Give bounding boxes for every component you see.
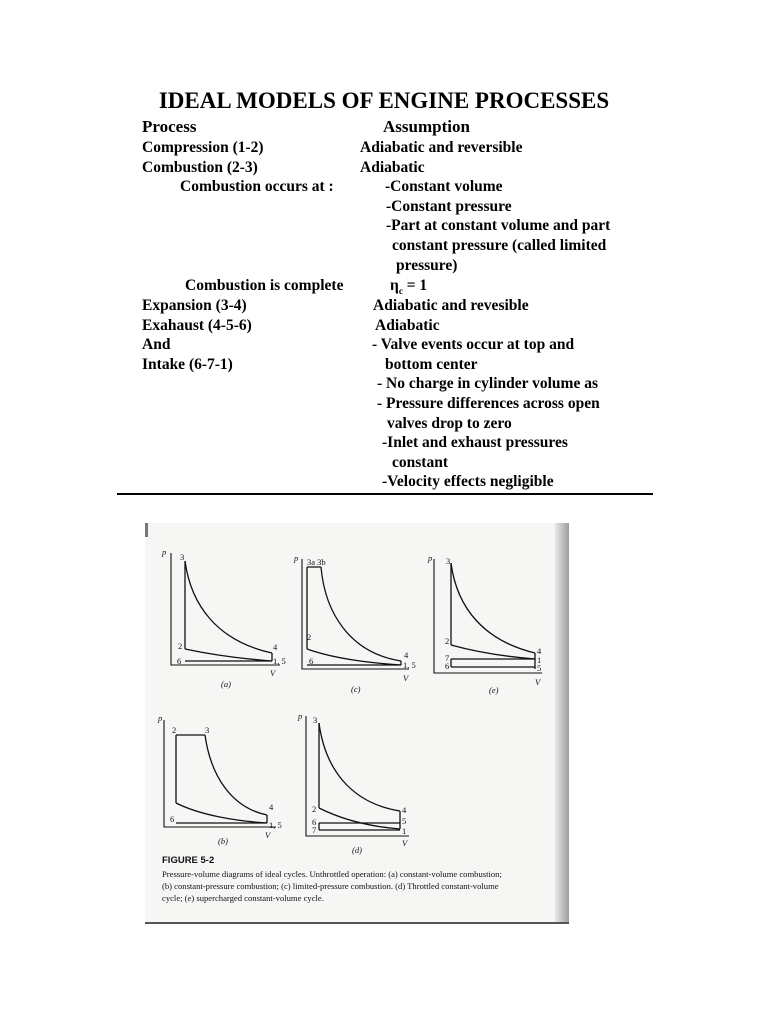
panel-e-expansion-curve <box>451 563 535 653</box>
panel-d-point-label: 1 <box>402 826 407 836</box>
panel-d-v-axis-label: V <box>402 838 408 848</box>
panel-c-point-label: 2 <box>307 632 312 642</box>
panel-b-tag: (b) <box>218 836 228 846</box>
panel-b-point-label: 2 <box>172 725 177 735</box>
valve-note: - Pressure differences across open <box>377 395 600 412</box>
valve-note: - No charge in cylinder volume as <box>377 375 599 392</box>
valve-note: constant <box>392 454 448 471</box>
panel-a-v-axis-label: V <box>270 668 276 678</box>
panel-d-point-label: 4 <box>402 805 407 815</box>
panel-a-point-label: 4 <box>273 642 278 652</box>
panel-e-point-label: 4 <box>537 646 542 656</box>
panel-c-expansion-curve <box>321 567 401 661</box>
panel-a-p-axis-label: p <box>162 547 167 557</box>
combustion-occurs-label: Combustion occurs at : <box>180 178 334 195</box>
panel-a-expansion-curve <box>185 561 272 653</box>
combustion-mode-line: constant pressure (called limited <box>392 237 607 254</box>
panel-a-point-label: 1, 5 <box>273 656 286 666</box>
combustion-mode-line: -Constant pressure <box>386 198 512 215</box>
panel-a-diagram <box>161 547 286 689</box>
combustion-complete-label: Combustion is complete <box>185 277 344 294</box>
panel-c-diagram <box>293 553 416 694</box>
figure-caption-line: (b) constant-pressure combustion; (c) limited-pressure combustion. (d) Throttled constant-volume <box>162 881 499 891</box>
eta-subscript: c <box>398 286 403 297</box>
panel-d-tag: (d) <box>352 845 362 855</box>
panel-b-axes <box>164 720 276 827</box>
scan-bottom-rule <box>145 922 569 924</box>
panel-b-p-axis-label: p <box>158 713 163 723</box>
panel-e-point-label: 7 <box>445 653 450 663</box>
eta-symbol: η <box>390 277 399 294</box>
expansion-process: Expansion (3-4) <box>142 297 247 314</box>
figure-caption-line: Pressure-volume diagrams of ideal cycles. Unthrottled operation: (a) constant-volume combustion; <box>162 869 502 879</box>
and-process: And <box>142 336 171 353</box>
panel-c-point-label: 1, 5 <box>403 660 416 670</box>
panel-c-v-axis-label: V <box>403 673 409 683</box>
panel-b-point-label: 3 <box>205 725 210 735</box>
horizontal-rule <box>117 493 653 495</box>
panel-b-v-axis-label: V <box>265 830 271 840</box>
combustion-mode-line: -Part at constant volume and part <box>386 217 611 234</box>
exhaust-assumption: Adiabatic <box>375 317 440 334</box>
panel-b-diagram <box>157 713 282 846</box>
panel-d-expansion-curve <box>319 723 400 811</box>
combustion-assumption: Adiabatic <box>360 159 425 176</box>
figure-scan <box>145 523 569 923</box>
scan-corner-mark <box>145 523 148 537</box>
panel-e-point-label: 1 <box>537 655 542 665</box>
panel-a-tag: (a) <box>221 679 231 689</box>
panel-a-point-label: 6 <box>177 656 182 666</box>
panel-d-point-label: 6 <box>312 817 317 827</box>
panel-e-exhaust-intake-loop <box>451 659 535 667</box>
valve-note: bottom center <box>385 356 478 373</box>
panel-e-axes <box>434 559 542 673</box>
panel-d-pumping-loop <box>319 823 400 830</box>
panel-d-point-label: 5 <box>402 816 407 826</box>
panel-c-compression-curve <box>307 649 401 665</box>
panel-e-point-label: 6 <box>445 661 450 671</box>
panel-d-p-axis-label: p <box>298 711 303 721</box>
combustion-mode-line: pressure) <box>396 257 458 274</box>
panel-e-compression-curve <box>451 645 535 659</box>
process-header: Process <box>142 117 197 136</box>
panel-d-point-label: 7 <box>312 825 317 835</box>
panel-a-point-label: 3 <box>180 552 185 562</box>
panel-d-diagram <box>297 711 409 855</box>
compression-assumption: Adiabatic and reversible <box>360 139 523 156</box>
assumption-header: Assumption <box>383 117 470 136</box>
panel-a-point-label: 2 <box>178 641 183 651</box>
panel-c-point-label: 6 <box>309 656 314 666</box>
valve-note: -Velocity effects negligible <box>382 473 554 490</box>
valve-note: valves drop to zero <box>387 415 512 432</box>
panel-b-point-label: 6 <box>170 814 175 824</box>
figure-title: FIGURE 5-2 <box>162 855 215 866</box>
panel-e-point-label: 2 <box>445 636 450 646</box>
eta-value: = 1 <box>402 277 428 294</box>
panel-b-point-label: 1, 5 <box>269 820 282 830</box>
combustion-mode-line: -Constant volume <box>385 178 503 195</box>
panel-a-axes <box>171 553 280 665</box>
panel-b-compression-curve <box>176 803 267 823</box>
panel-e-tag: (e) <box>489 685 499 695</box>
combustion-process: Combustion (2-3) <box>142 159 258 176</box>
page-title: IDEAL MODELS OF ENGINE PROCESSES <box>158 88 610 113</box>
panel-e-v-axis-label: V <box>535 677 541 687</box>
panel-e-point-label: 3 <box>446 556 451 566</box>
panel-c-p-axis-label: p <box>294 553 299 563</box>
valve-note: -Inlet and exhaust pressures <box>382 434 568 451</box>
intake-process: Intake (6-7-1) <box>142 356 233 373</box>
panel-d-compression-curve <box>319 808 400 829</box>
panel-e-point-label: 5 <box>537 663 542 673</box>
panel-b-expansion-curve <box>205 735 267 815</box>
valve-note: - Valve events occur at top and <box>372 336 575 353</box>
panel-c-point-label: 4 <box>404 650 409 660</box>
panel-e-diagram <box>427 553 542 695</box>
exhaust-process: Exahaust (4-5-6) <box>142 317 252 334</box>
expansion-assumption: Adiabatic and revesible <box>373 297 529 314</box>
panel-c-point-label: 3a 3b <box>307 557 326 567</box>
panel-e-p-axis-label: p <box>428 553 433 563</box>
panel-d-point-label: 2 <box>312 804 317 814</box>
compression-process: Compression (1-2) <box>142 139 264 156</box>
figure-caption-line: cycle; (e) supercharged constant-volume cycle. <box>162 893 324 903</box>
panel-c-tag: (c) <box>351 684 361 694</box>
panel-b-point-label: 4 <box>269 802 274 812</box>
panel-a-compression-curve <box>185 649 272 661</box>
panel-d-point-label: 3 <box>313 715 318 725</box>
